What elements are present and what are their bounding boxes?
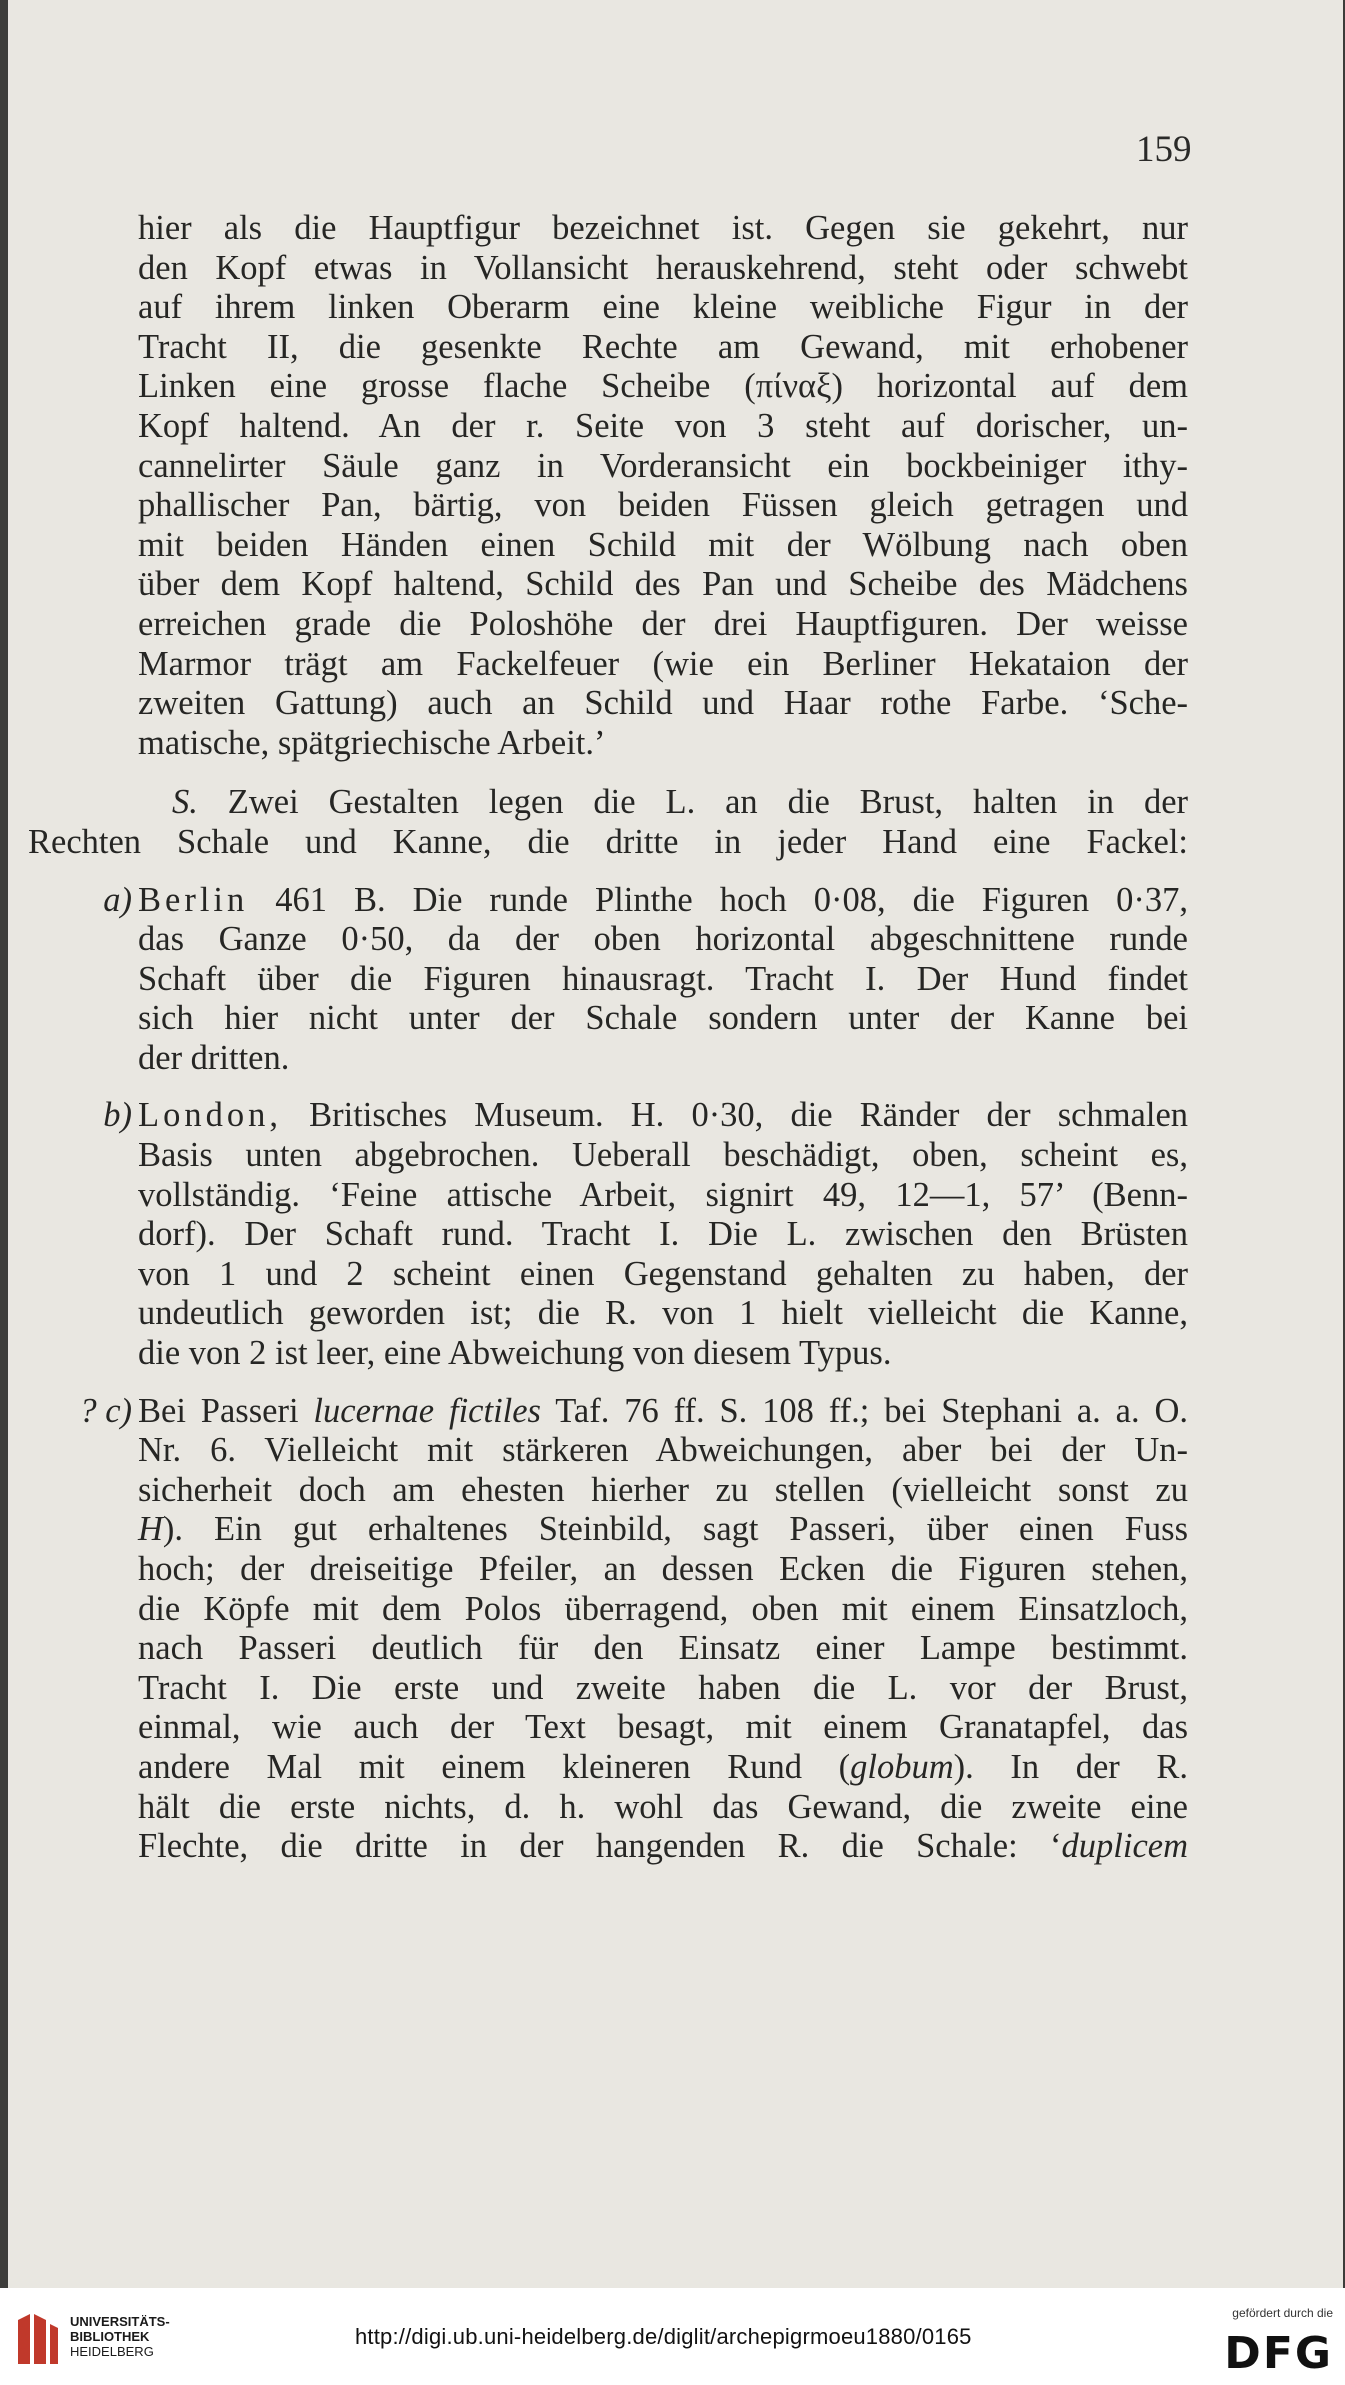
text-line: sich hier nicht unter der Schale sondern unter der Kanne bei	[138, 999, 1188, 1038]
text-line: vollständig. ‘Feine attische Arbeit, signirt 49, 12—1, 57’ (Benn-	[138, 1175, 1188, 1214]
section-marker: S.	[172, 783, 198, 822]
page-number: 159	[1136, 129, 1192, 170]
text-line: nach Passeri deutlich für den Einsatz einer Lampe bestimmt.	[138, 1629, 1188, 1668]
text-line: hoch; der dreiseitige Pfeiler, an dessen Ecken die Figuren stehen,	[138, 1550, 1188, 1588]
dfg-logo: DFG	[1224, 2328, 1333, 2379]
text-line: matische, spätgriechische Arbeit.’	[138, 723, 606, 762]
text-line: undeutlich geworden ist; die R. von 1 hielt vielleicht die Kanne,	[138, 1294, 1188, 1333]
place-name: London,	[138, 1096, 282, 1135]
text-line: von 1 und 2 scheint einen Gegenstand gehalten zu haben, der	[138, 1254, 1188, 1293]
paragraph-2	[8, 783, 1343, 862]
text-line: mit beiden Händen einen Schild mit der Wölbung nach oben	[138, 525, 1188, 564]
text-fragment: ). In der R.	[953, 1747, 1188, 1786]
logo-line: UNIVERSITÄTS-	[70, 2314, 170, 2329]
entry-a	[8, 881, 1343, 1079]
text-line: erreichen grade die Poloshöhe der drei Hauptfiguren. Der weisse	[138, 604, 1188, 643]
logo-line: HEIDELBERG	[70, 2344, 154, 2359]
body-text	[8, 209, 1343, 1867]
text-line	[138, 1827, 1188, 1867]
text-line: Linken eine grosse flache Scheibe (πίναξ) horizontal auf dem	[138, 367, 1188, 406]
text-fragment: Bei Passeri	[138, 1391, 299, 1430]
text-line: hält die erste nichts, d. h. wohl das Gewand, die zweite eine	[138, 1787, 1188, 1826]
scanned-page	[8, 0, 1343, 2288]
permalink-url[interactable]: http://digi.ub.uni-heidelberg.de/diglit/archepigrmoeu1880/0165	[355, 2324, 972, 2349]
paragraph-1	[8, 209, 1343, 763]
footer-bar	[0, 2288, 1345, 2385]
library-logo-icon	[14, 2310, 60, 2368]
text-line: cannelirter Säule ganz in Vorderansicht ein bockbeiniger ithy-	[138, 446, 1188, 485]
text-line: hier als die Hauptfigur bezeichnet ist. Gegen sie gekehrt, nur	[138, 209, 1188, 247]
entry-b	[8, 1096, 1343, 1373]
logo-line: BIBLIOTHEK	[70, 2329, 150, 2344]
italic-word: globum	[850, 1747, 954, 1786]
italic-word: duplicem	[1061, 1827, 1188, 1866]
text-fragment: andere Mal mit einem kleineren Rund (	[138, 1747, 851, 1786]
text-line: Rechten Schale und Kanne, die dritte in jeder Hand eine Fackel:	[28, 822, 1188, 861]
text-fragment: ). Ein gut erhaltenes Steinbild, sagt Passeri, über einen Fuss	[162, 1510, 1188, 1549]
text-line: auf ihrem linken Oberarm eine kleine weibliche Figur in der	[138, 288, 1188, 327]
text-line	[103, 1096, 1189, 1136]
text-line	[138, 1510, 1188, 1550]
text-line	[172, 783, 1188, 823]
text-line: einmal, wie auch der Text besagt, mit einem Granatapfel, das	[138, 1708, 1188, 1747]
text-fragment: Britisches Museum. H. 0·30, die Ränder der schmalen	[309, 1096, 1189, 1135]
text-line: Nr. 6. Vielleicht mit stärkeren Abweichungen, aber bei der Un-	[138, 1431, 1188, 1470]
text-line	[138, 1748, 1188, 1788]
entry-c	[8, 1392, 1343, 1867]
text-fragment: Zwei Gestalten legen die L. an die Brust, halten in der	[227, 783, 1188, 822]
text-line: Kopf haltend. An der r. Seite von 3 steht auf dorischer, un-	[138, 406, 1188, 445]
library-logo-text	[70, 2314, 170, 2359]
text-line: Basis unten abgebrochen. Ueberall beschädigt, oben, scheint es,	[138, 1136, 1188, 1175]
text-fragment: 461 B. Die runde Plinthe hoch 0·08, die Figuren 0·37,	[275, 880, 1188, 919]
text-line: zweiten Gattung) auch an Schild und Haar rothe Farbe. ‘Sche-	[138, 684, 1188, 723]
entry-label: b)	[103, 1096, 132, 1135]
text-fragment: Taf. 76 ff. S. 108 ff.; bei Stephani a. a. O.	[555, 1391, 1189, 1430]
text-line: Tracht II, die gesenkte Rechte am Gewand, mit erhobener	[138, 327, 1188, 366]
text-line: Schaft über die Figuren hinausragt. Tracht I. Der Hund findet	[138, 959, 1188, 998]
text-line: Tracht I. Die erste und zweite haben die L. vor der Brust,	[138, 1668, 1188, 1707]
text-line: sicherheit doch am ehesten hierher zu stellen (vielleicht sonst zu	[138, 1470, 1188, 1509]
italic-letter: H	[138, 1510, 163, 1549]
text-line: das Ganze 0·50, da der oben horizontal abgeschnittene runde	[138, 920, 1188, 959]
text-line: den Kopf etwas in Vollansicht herauskehrend, steht oder schwebt	[138, 248, 1188, 287]
text-line	[79, 1391, 1189, 1432]
text-line: die Köpfe mit dem Polos überragend, oben mit einem Einsatzloch,	[138, 1589, 1188, 1628]
text-line	[103, 880, 1188, 921]
text-line: phallischer Pan, bärtig, von beiden Füssen gleich getragen und	[138, 486, 1188, 525]
entry-label: ? c)	[79, 1391, 132, 1430]
text-line: Marmor trägt am Fackelfeuer (wie ein Berliner Hekataion der	[138, 644, 1188, 683]
text-line: der dritten.	[138, 1038, 290, 1077]
text-line: über dem Kopf haltend, Schild des Pan und Scheibe des Mädchens	[138, 565, 1188, 604]
text-line: die von 2 ist leer, eine Abweichung von diesem Typus.	[138, 1334, 892, 1373]
dfg-caption: gefördert durch die	[1232, 2306, 1333, 2320]
text-fragment: Flechte, die dritte in der hangenden R. die Schale: ‘	[138, 1827, 1062, 1866]
book-title: lucernae fictiles	[313, 1391, 541, 1430]
entry-label: a)	[103, 880, 132, 919]
text-line: dorf). Der Schaft rund. Tracht I. Die L. zwischen den Brüsten	[138, 1215, 1188, 1254]
place-name: Berlin	[138, 880, 249, 919]
